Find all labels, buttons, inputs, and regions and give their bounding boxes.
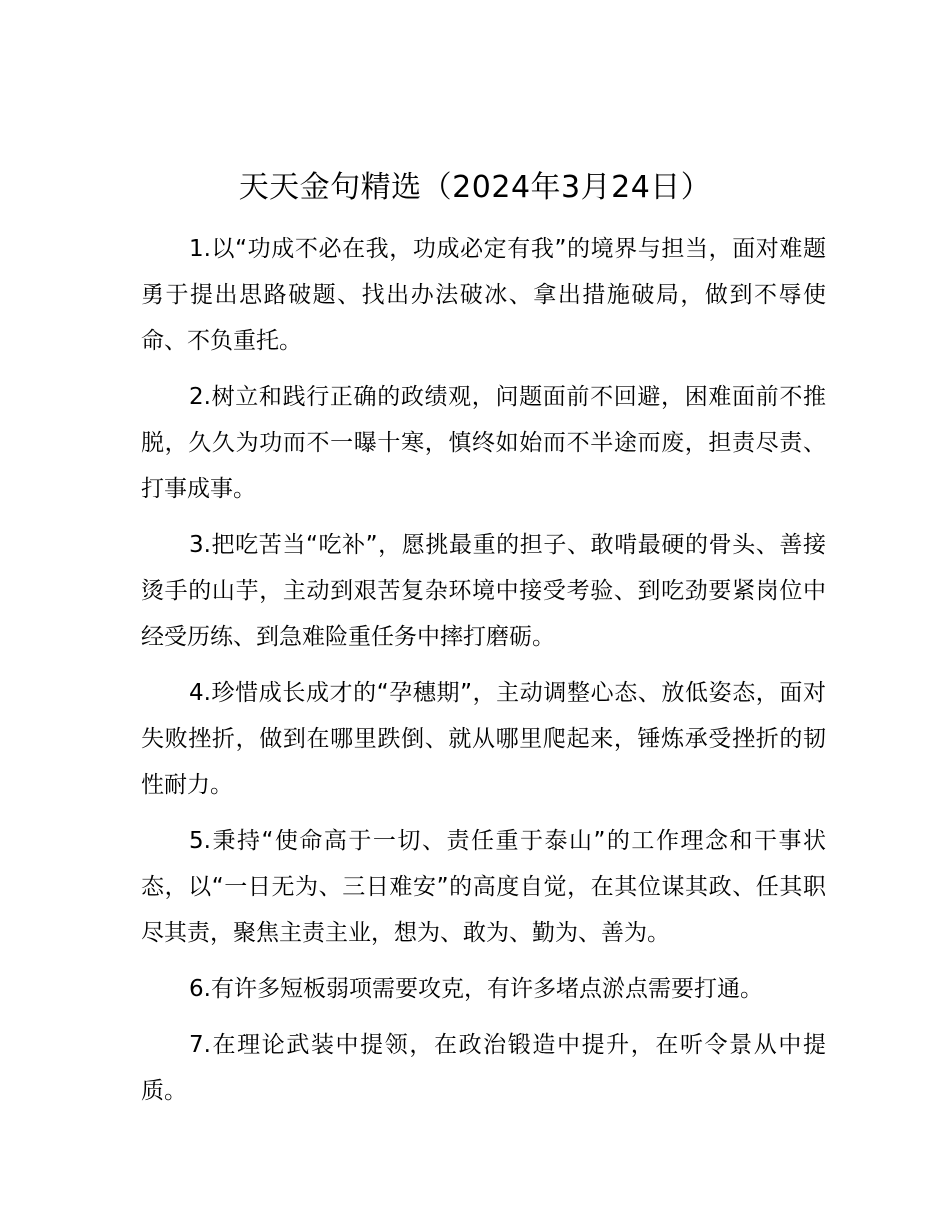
paragraph-4: 4.珍惜成长成才的“孕穗期”，主动调整心态、放低姿态，面对失败挫折，做到在哪里跌倒、就从哪里爬起来，锤炼承受挫折的韧性耐力。 — [141, 680, 826, 798]
paragraph-5: 5.秉持“使命高于一切、责任重于泰山”的工作理念和干事状态，以“一日无为、三日难安”的高度自觉，在其位谋其政、任其职尽其责，聚焦主责主业，想为、敢为、勤为、善为。 — [141, 828, 826, 946]
paragraph-3: 3.把吃苦当“吃补”，愿挑最重的担子、敢啃最硬的骨头、善接烫手的山芋，主动到艰苦复杂环境中接受考验、到吃劲要紧岗位中经受历练、到急难险重任务中摔打磨砺。 — [141, 532, 826, 650]
paragraph-2: 2.树立和践行正确的政绩观，问题面前不回避，困难面前不推脱，久久为功而不一曝十寒，慎终如始而不半途而废，担责尽责、打事成事。 — [141, 384, 826, 502]
document-title: 天天金句精选（2024年3月24日） — [238, 170, 712, 205]
paragraph-6: 6.有许多短板弱项需要攻克，有许多堵点淤点需要打通。 — [189, 976, 763, 1002]
paragraph-7: 7.在理论武装中提领，在政治锻造中提升，在听令景从中提质。 — [141, 1032, 826, 1104]
paragraph-1: 1.以“功成不必在我，功成必定有我”的境界与担当，面对难题勇于提出思路破题、找出办法破冰、拿出措施破局，做到不辱使命、不负重托。 — [141, 236, 826, 354]
document-body — [141, 226, 826, 1124]
